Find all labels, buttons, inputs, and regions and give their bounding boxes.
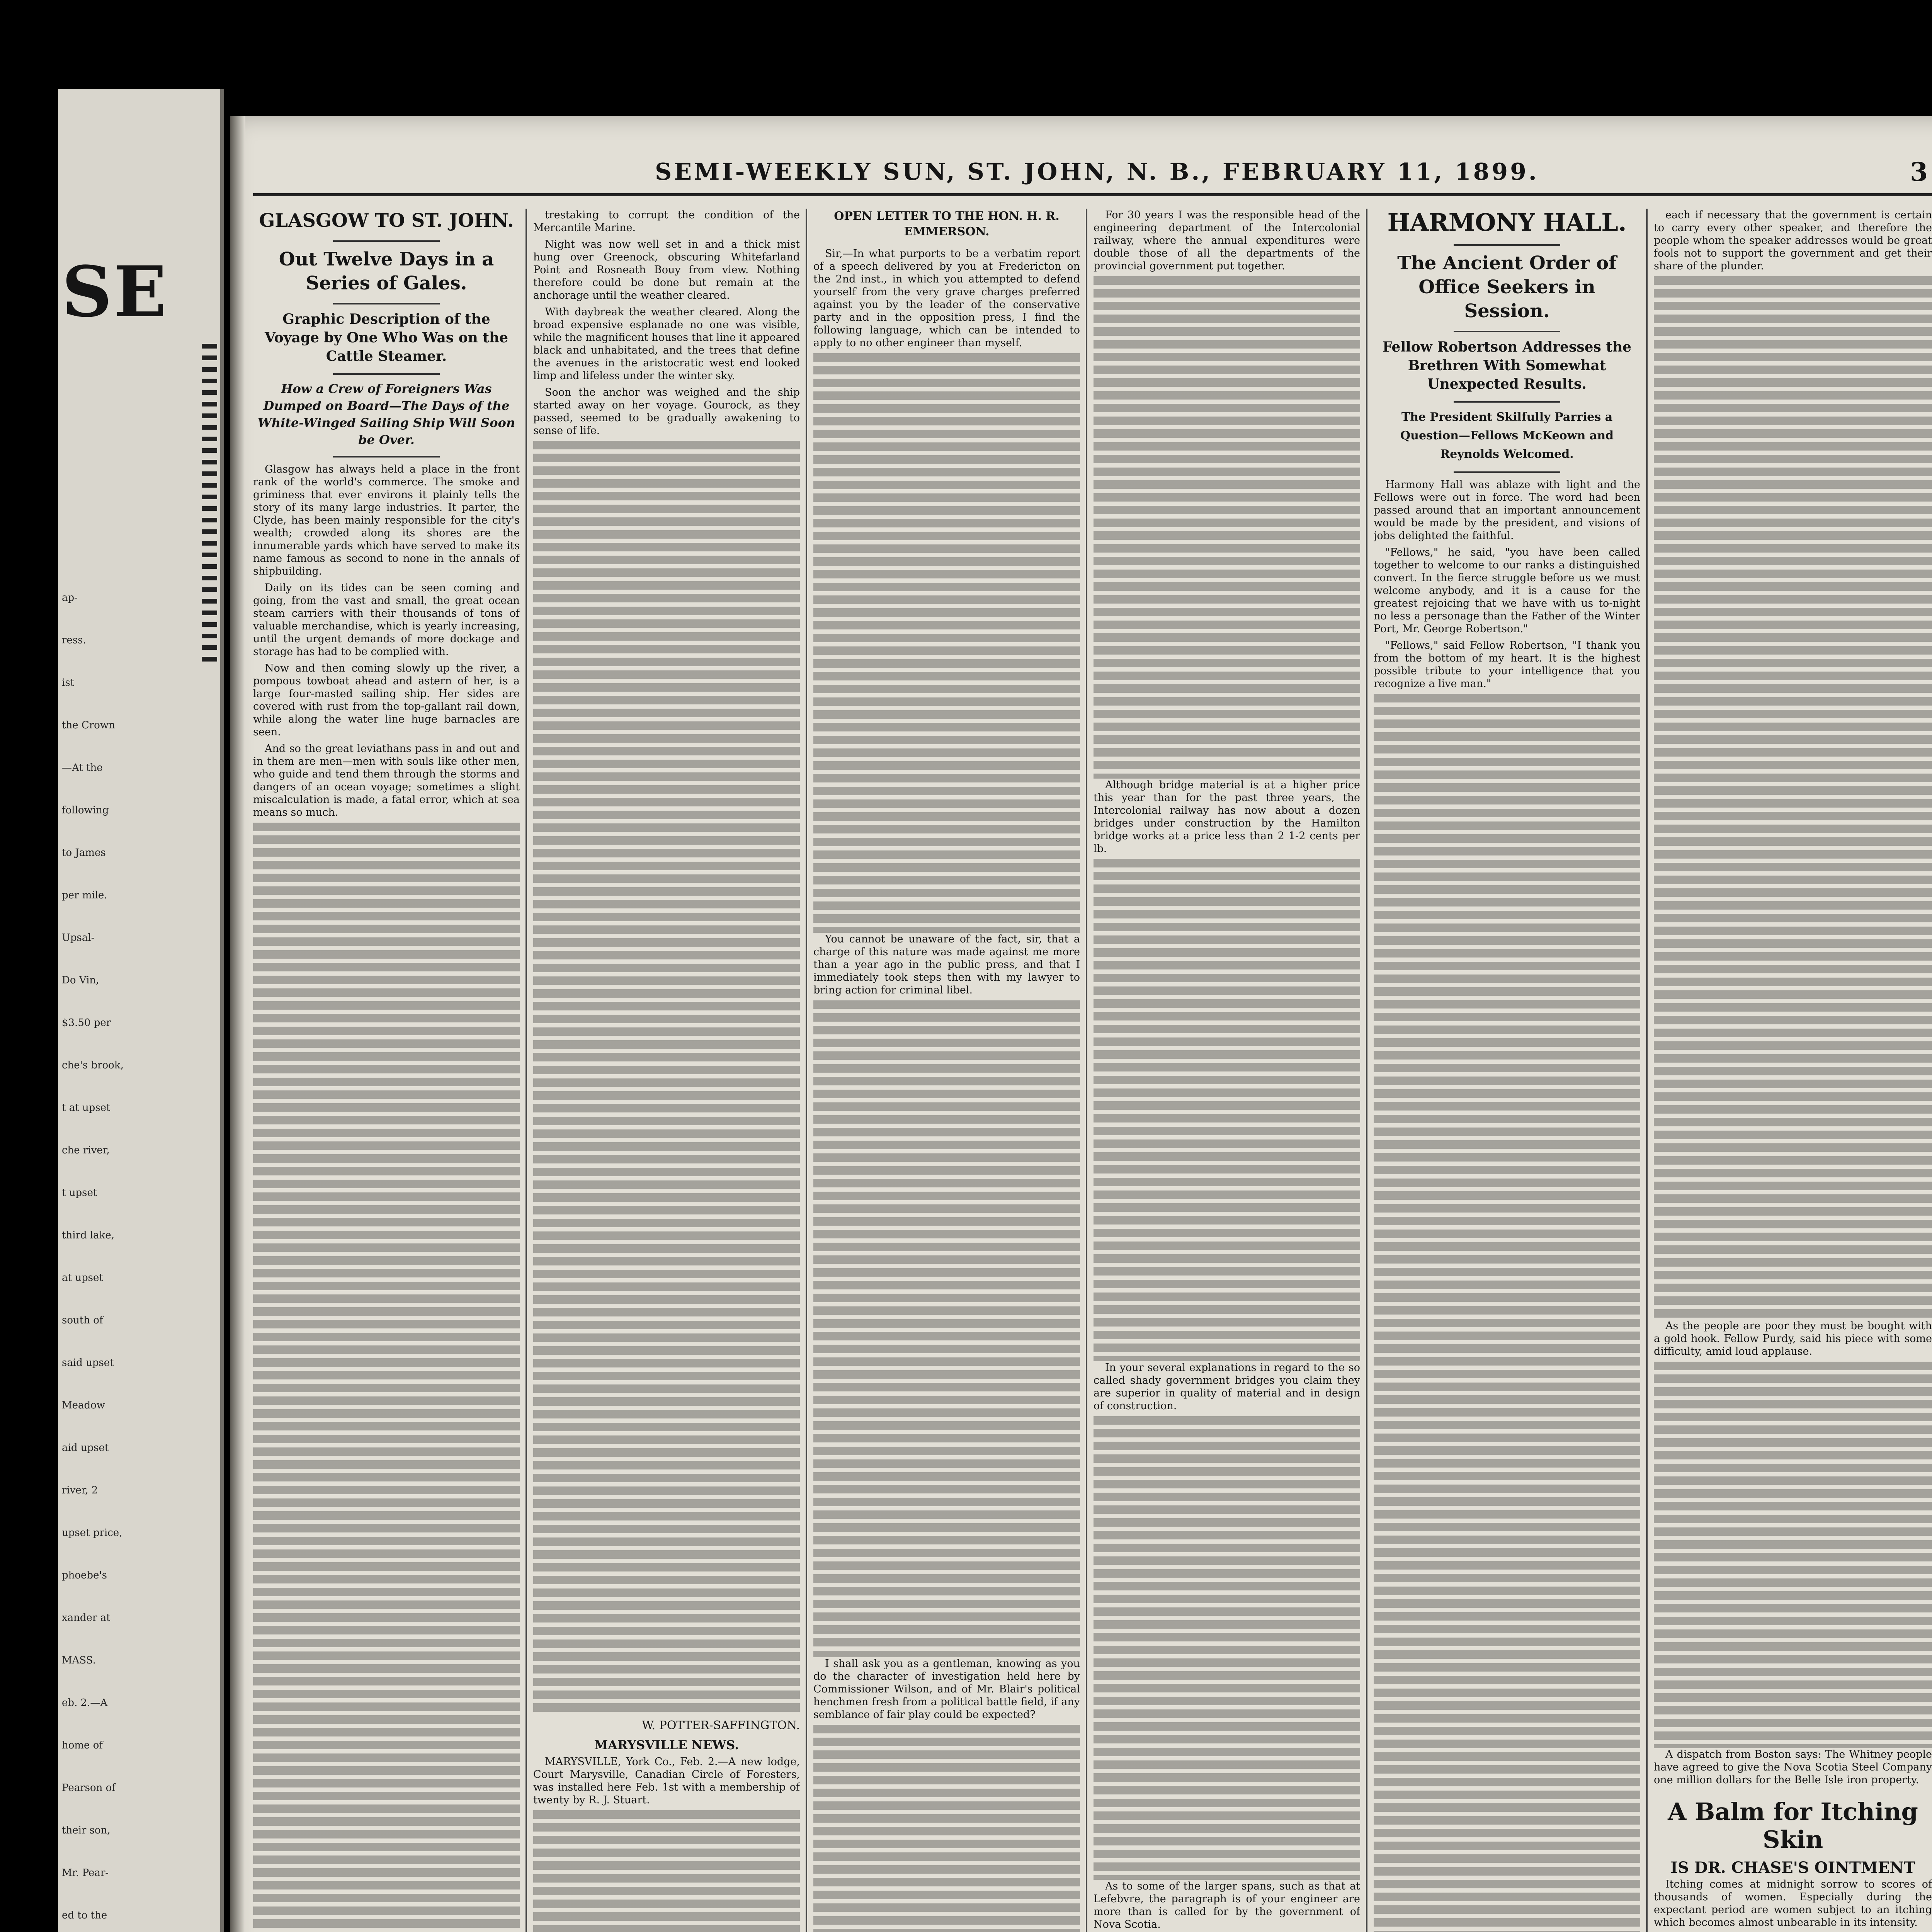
adjoining-page-line: —At the <box>62 762 103 774</box>
page-number: 3 <box>1910 157 1930 187</box>
news-paragraph: MARYSVILLE, York Co., Feb. 2.—A new lodge, Court Marysville, Canadian Circle of Foresters, was installed here Feb. 1st with a membership of twenty by R. J. Stuart. <box>533 1756 800 1806</box>
adjoining-page-line: to James <box>62 847 106 859</box>
column-1 <box>253 209 520 1932</box>
adjoining-page-line: phoebe's <box>62 1570 107 1581</box>
headline-open-letter: OPEN LETTER TO THE HON. H. R. EMMERSON. <box>834 209 1060 238</box>
adjoining-page-heading: SE <box>62 251 168 333</box>
article-paragraph: And so the great leviathans pass in and out and in them are men—men with souls like other men, who guide and tend them through the storms and dangers of an ocean voyage; sometimes a slight miscalculation is made, a fatal error, which at sea means so much. <box>253 743 520 818</box>
letter-paragraph: In your several explanations in regard to the so called shady government bridges you claim they are superior in quality of material and in design of construction. <box>1094 1362 1360 1412</box>
column-2 <box>533 209 800 1932</box>
deck-harmony-hall-2: The President Skilfully Parries a Question—Fellows McKeown and Reynolds Welcomed. <box>1400 410 1614 461</box>
deck-glasgow-2: How a Crew of Foreigners Was Dumped on Board—The Days of the White-Winged Sailing Ship Will Soon be Over. <box>257 381 515 447</box>
adjoining-page-line: ress. <box>62 634 86 646</box>
letter-text-block <box>813 1000 1080 1657</box>
letter-text-block <box>813 1725 1080 1932</box>
article-text-block <box>253 823 520 1932</box>
subheadline-glasgow: Out Twelve Days in a Series of Gales. <box>279 248 494 294</box>
column-rule <box>806 209 807 1932</box>
letter-paragraph: You cannot be unaware of the fact, sir, that a charge of this nature was made against me more than a year ago in the public press, and that I immediately took steps then with my lawyer to bring action for criminal libel. <box>813 933 1080 996</box>
chase-ointment-subhead: IS DR. CHASE'S OINTMENT <box>1670 1859 1915 1877</box>
letter-paragraph: Although bridge material is at a higher price this year than for the past three years, the Intercolonial railway has now about a dozen bridges under construction by the Hamilton bridge works at a price less than 2 1-2 cents per lb. <box>1094 779 1360 855</box>
adjoining-page-line: $3.50 per <box>62 1017 111 1029</box>
adjoining-page-line: Upsal- <box>62 932 95 944</box>
article-paragraph: Harmony Hall was ablaze with light and the Fellows were out in force. The word had been passed around that an important announcement would be made by the president, and visions of jobs delighted the faithful. <box>1374 479 1640 542</box>
column-rule <box>1646 209 1648 1932</box>
article-paragraph: trestaking to corrupt the condition of the Mercantile Marine. <box>533 209 800 234</box>
subheadline-harmony-hall: The Ancient Order of Office Seekers in Session. <box>1397 252 1617 322</box>
letter-text-block <box>1094 1416 1360 1880</box>
divider <box>333 456 440 457</box>
article-paragraph: As the people are poor they must be bought with a gold hook. Fellow Purdy, said his piece with some difficulty, amid loud applause. <box>1654 1320 1932 1357</box>
adjoining-page-line: MASS. <box>62 1655 96 1666</box>
article-text-block <box>1654 1362 1932 1748</box>
article-paragraph: "Fellows," he said, "you have been called together to welcome to our ranks a distinguished convert. In the fierce struggle before us we must welcome anybody, and it is a cause for the greatest rejoicing that we have with us to-night no less a personage than the Father of the Winter Port, Mr. George Robertson." <box>1374 546 1640 635</box>
adjoining-page-line: per mile. <box>62 889 107 901</box>
masthead-title: SEMI-WEEKLY SUN, ST. JOHN, N. B., FEBRUARY 11, 1899. <box>655 158 1539 185</box>
adjoining-page-line: che river, <box>62 1145 110 1156</box>
letter-text-block <box>813 353 1080 933</box>
adjoining-page-line: Do Vin, <box>62 975 99 986</box>
adjoining-page-line: che's brook, <box>62 1060 124 1071</box>
column-6 <box>1654 209 1932 1932</box>
divider <box>1454 471 1560 473</box>
adjoining-page-line: third lake, <box>62 1230 115 1241</box>
article-paragraph: "Fellows," said Fellow Robertson, "I thank you from the bottom of my heart. It is the highest possible tribute to your intelligence that you recognize a live man." <box>1374 639 1640 690</box>
adjoining-page-line: Mr. Pear- <box>62 1867 109 1879</box>
deck-glasgow-1: Graphic Description of the Voyage by One Who Was on the Cattle Steamer. <box>264 311 509 364</box>
adjoining-page-line: river, 2 <box>62 1485 98 1496</box>
adjoining-page-line: xander at <box>62 1612 111 1624</box>
adjoining-page-line: ist <box>62 677 75 689</box>
letter-text-block <box>1094 859 1360 1361</box>
divider <box>1454 401 1560 403</box>
adjoining-page-line: said upset <box>62 1357 114 1369</box>
adjoining-page-line: following <box>62 804 109 816</box>
newspaper-page <box>230 116 1932 1932</box>
news-text-block <box>533 1810 800 1932</box>
masthead <box>655 156 1930 187</box>
advertisement-paragraph: Itching comes at midnight sorrow to scores of thousands of women. Especially during the expectant period are women subject to an itching which becomes almost unbearable in its intensity. <box>1654 1878 1932 1929</box>
adjoining-page-line: home of <box>62 1740 103 1751</box>
article-paragraph: With daybreak the weather cleared. Along the broad expensive esplanade no one was visible, while the magnificent houses that line it appeared black and unhabitated, and the trees that define the avenues in the aristocratic west end looked limp and lifeless under the winter sky. <box>533 306 800 382</box>
adjoining-page-line: at upset <box>62 1272 103 1284</box>
letter-paragraph: Sir,—In what purports to be a verbatim report of a speech delivered by you at Fredericton on the 2nd inst., in which you attempted to defend yourself from the very grave charges preferred against you by the leader of the conservative party and in the opposition press, I find the following language, which can be intended to apply to no other engineer than myself. <box>813 248 1080 349</box>
adjoining-page-line: ed to the <box>62 1910 107 1921</box>
adjoining-page-line: upset price, <box>62 1527 122 1539</box>
divider <box>333 373 440 375</box>
article-paragraph: Night was now well set in and a thick mist hung over Greenock, obscuring Whitefarland Point and Rosneath Bouy from view. Nothing therefore could be done but remain at the anchorage until the weather cleared. <box>533 238 800 301</box>
article-text-block <box>1654 276 1932 1320</box>
letter-paragraph: I shall ask you as a gentleman, knowing as you do the character of investigation held here by Commissioner Wilson, and of Mr. Blair's political henchmen fresh from a political battle field, if any semblance of fair play could be expected? <box>813 1658 1080 1721</box>
letter-paragraph: As to some of the larger spans, such as that at Lefebvre, the paragraph is of your engineer are more than is called for by the government of Nova Scotia. <box>1094 1880 1360 1930</box>
headline-harmony-hall: HARMONY HALL. <box>1387 209 1627 236</box>
adjoining-page-line: eb. 2.—A <box>62 1697 108 1709</box>
news-paragraph: A dispatch from Boston says: The Whitney people have agreed to give the Nova Scotia Steel Company one million dollars for the Belle Isle iron property. <box>1654 1748 1932 1786</box>
article-paragraph: Glasgow has always held a place in the front rank of the world's commerce. The smoke and griminess that ever environs it plainly tells the story of its many large industries. It parter, the Clyde, has been mainly responsible for the city's wealth; crowded along its shores are the innumerable yards which have served to make its name famous as second to none in the annals of shipbuilding. <box>253 463 520 577</box>
deck-harmony-hall-1: Fellow Robertson Addresses the Brethren With Somewhat Unexpected Results. <box>1382 339 1632 392</box>
article-paragraph: Daily on its tides can be seen coming and going, from the vast and small, the great ocean steam carriers with their thousands of tons of valuable merchandise, which is yearly increasing, until the urgent demands of more dockage and storage has had to be complied with. <box>253 582 520 658</box>
chase-ointment-headline: A Balm for Itching Skin <box>1668 1798 1918 1854</box>
column-rule <box>1086 209 1087 1932</box>
article-text-block <box>1374 694 1640 1932</box>
news-heading-marysville: MARYSVILLE NEWS. <box>594 1738 739 1752</box>
column-5 <box>1374 209 1640 1932</box>
adjoining-page-line: t at upset <box>62 1102 111 1114</box>
adjoining-page-line: their son, <box>62 1825 111 1836</box>
letter-paragraph: For 30 years I was the responsible head of the engineering department of the Intercolonial railway, where the annual expenditures were double those of all the departments of the provincial government put together. <box>1094 209 1360 272</box>
adjoining-page-line: the Crown <box>62 719 115 731</box>
divider <box>1454 244 1560 246</box>
adjoining-page-line: ap- <box>62 592 78 604</box>
article-paragraph: each if necessary that the government is certain to carry every other speaker, and therefore the people whom the speaker addresses would be great fools not to support the government and get their share of the plunder. <box>1654 209 1932 272</box>
column-3 <box>813 209 1080 1932</box>
article-paragraph: Soon the anchor was weighed and the ship started away on her voyage. Gourock, as they passed, seemed to be gradually awakening to sense of life. <box>533 386 800 437</box>
adjoining-page-line: Pearson of <box>62 1782 116 1794</box>
masthead-rule <box>253 193 1932 196</box>
headline-glasgow: GLASGOW TO ST. JOHN. <box>259 210 514 231</box>
letter-text-block <box>1094 276 1360 779</box>
article-signature: W. POTTER-SAFFINGTON. <box>641 1719 800 1732</box>
adjoining-page-line: south of <box>62 1315 103 1326</box>
column-rule <box>1366 209 1367 1932</box>
adjoining-page-line: Meadow <box>62 1400 105 1411</box>
page-binding-shadow <box>230 116 245 1932</box>
ornamental-border <box>202 344 217 668</box>
divider <box>1454 331 1560 332</box>
article-text-block <box>533 441 800 1716</box>
column-4 <box>1094 209 1360 1932</box>
adjoining-page-line: t upset <box>62 1187 97 1199</box>
column-rule <box>526 209 527 1932</box>
adjoining-page-strip <box>58 89 224 1932</box>
divider <box>333 240 440 242</box>
divider <box>333 303 440 304</box>
adjoining-page-line: aid upset <box>62 1442 109 1454</box>
article-paragraph: Now and then coming slowly up the river, a pompous towboat ahead and astern of her, is a large four-masted sailing ship. Her sides are covered with rust from the top-gallant rail down, while along the water line huge barnacles are seen. <box>253 662 520 738</box>
